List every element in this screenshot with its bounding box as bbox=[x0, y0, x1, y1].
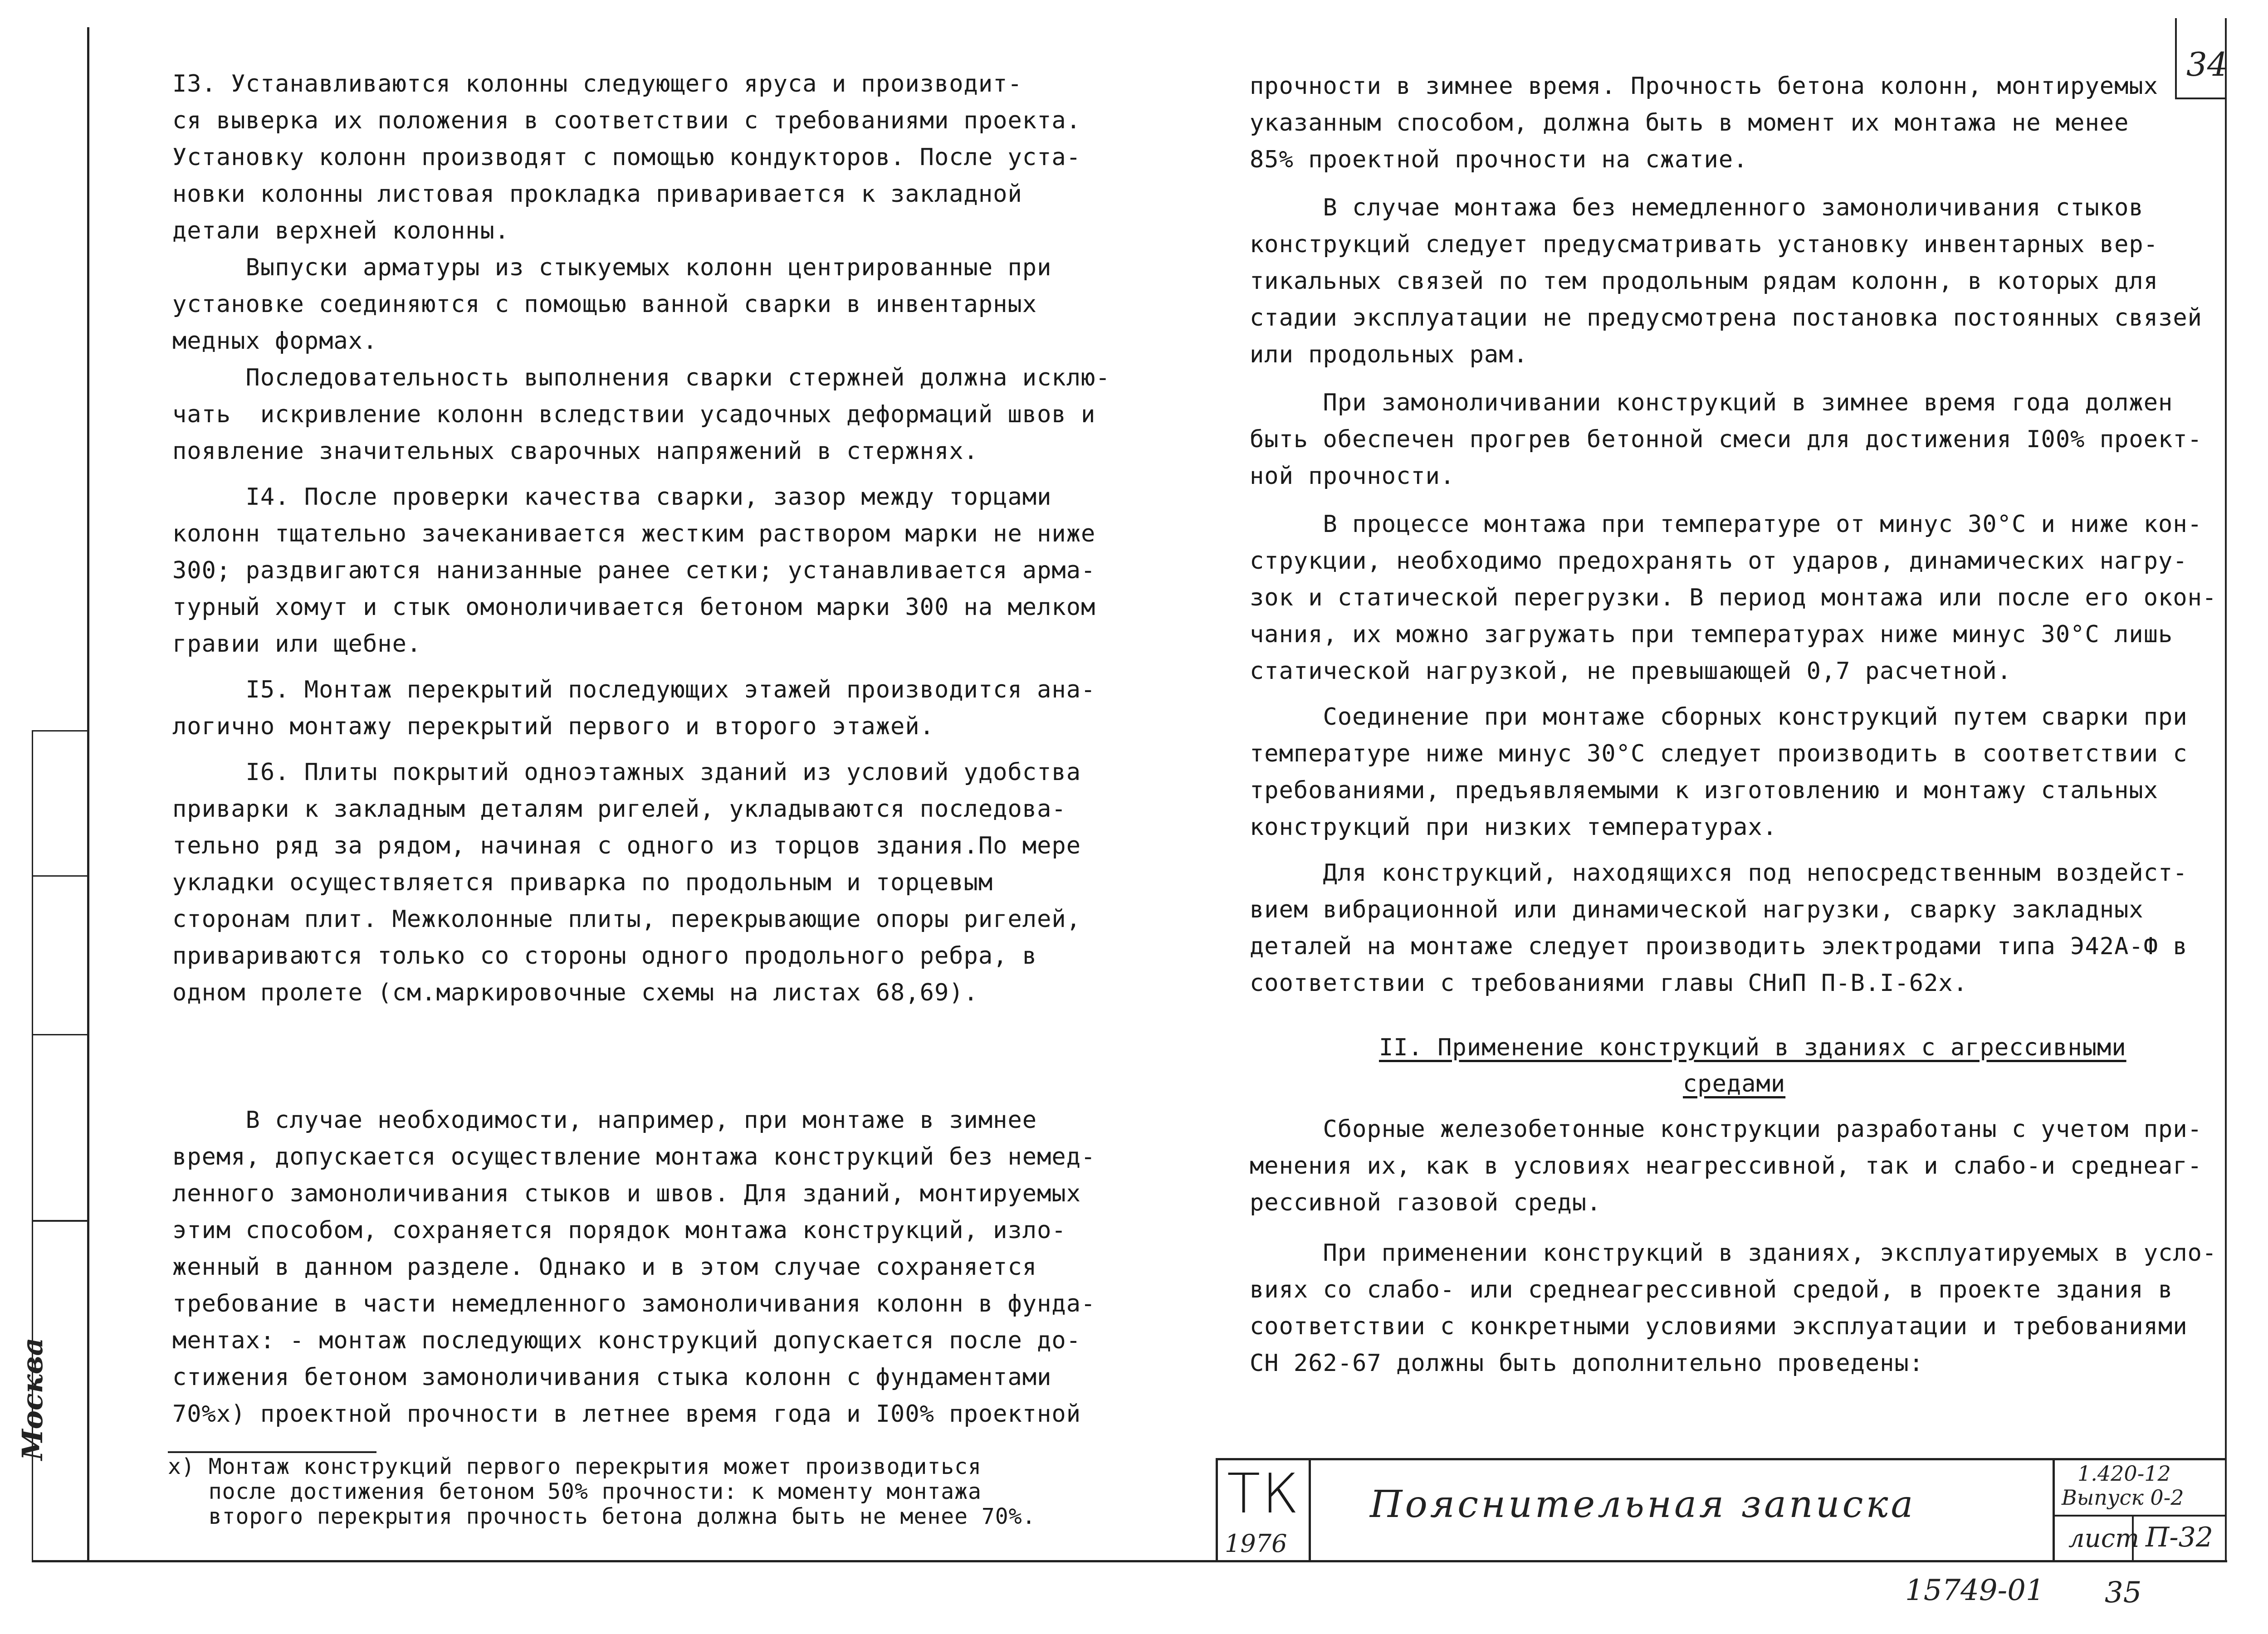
text-line: I6. Плиты покрытий одноэтажных зданий из условий удобства bbox=[172, 759, 1081, 786]
corner-box-line bbox=[2175, 98, 2227, 99]
title-block-line bbox=[2053, 1515, 2225, 1517]
text-line: сторонам плит. Межколонные плиты, перекрывающие опоры ригелей, bbox=[172, 906, 1081, 933]
text-line: приварки к закладным деталям ригелей, укладываются последова- bbox=[172, 795, 1066, 823]
text-line: ной прочности. bbox=[1250, 463, 1455, 490]
text-line: чания, их можно загружать при температурах ниже минус 30°С лишь bbox=[1250, 621, 2173, 648]
text-line: менения их, как в условиях неагрессивной, так и слабо-и среднеаг- bbox=[1250, 1152, 2202, 1180]
archive-code: 15749-01 bbox=[1905, 1574, 2044, 1607]
text-line: второго перекрытия прочность бетона должна быть не менее 70%. bbox=[168, 1504, 1036, 1529]
section-heading: II. Применение конструкций в зданиях с агрессивными bbox=[1379, 1034, 2126, 1061]
text-line: требованиями, предъявляемыми к изготовлению и монтажу стальных bbox=[1250, 777, 2159, 804]
left-binding-line bbox=[87, 27, 89, 1560]
title-year: 1976 bbox=[1225, 1529, 1287, 1558]
text-line: тельно ряд за рядом, начиная с одного из торцов здания.По мере bbox=[172, 832, 1081, 859]
right-border-line bbox=[2225, 18, 2227, 1560]
text-line: В случае необходимости, например, при монтаже в зимнее bbox=[172, 1107, 1037, 1134]
text-line: ленного замоноличивания стыков и швов. Для зданий, монтируемых bbox=[172, 1180, 1081, 1207]
margin-stamp-line bbox=[32, 1034, 88, 1035]
text-line: колонн тщательно зачеканивается жестким раствором марки не ниже bbox=[172, 520, 1096, 547]
text-line: установке соединяются с помощью ванной сварки в инвентарных bbox=[172, 291, 1037, 318]
text-line: 85% проектной прочности на сжатие. bbox=[1250, 146, 1748, 173]
text-line: конструкций следует предусматривать установку инвентарных вер- bbox=[1250, 231, 2159, 258]
text-line: одном пролете (см.маркировочные схемы на листах 68,69). bbox=[172, 979, 978, 1006]
text-line: этим способом, сохраняется порядок монтажа конструкций, изло- bbox=[172, 1217, 1066, 1244]
text-line: 70%х) проектной прочности в летнее время года и I00% проектной bbox=[172, 1400, 1081, 1428]
text-line: прочности в зимнее время. Прочность бетона колонн, монтируемых bbox=[1250, 73, 2159, 100]
text-line: струкции, необходимо предохранять от ударов, динамических нагру- bbox=[1250, 547, 2188, 575]
text-line: 300; раздвигаются нанизанные ранее сетки; устанавливается арма- bbox=[172, 557, 1096, 584]
text-line: привариваются только со стороны одного продольного ребра, в bbox=[172, 942, 1037, 970]
bottom-border-line bbox=[32, 1560, 2227, 1562]
text-line: В процессе монтажа при температуре от минус 30°C и ниже кон- bbox=[1250, 511, 2202, 538]
text-line: температуре ниже минус 30°C следует производить в соответствии с bbox=[1250, 740, 2188, 767]
text-line: появление значительных сварочных напряжений в стержнях. bbox=[172, 438, 978, 465]
title-block-line bbox=[2053, 1458, 2055, 1560]
text-line: конструкций при низких температурах. bbox=[1250, 814, 1778, 841]
text-line: Сборные железобетонные конструкции разработаны с учетом при- bbox=[1250, 1116, 2202, 1143]
text-line: вием вибрационной или динамической нагрузки, сварку закладных bbox=[1250, 896, 2144, 923]
text-line: Соединение при монтаже сборных конструкций путем сварки при bbox=[1250, 703, 2188, 731]
text-line: требование в части немедленного замоноличивания колонн в фунда- bbox=[172, 1290, 1096, 1317]
title-block-line bbox=[1216, 1458, 1218, 1560]
text-line: тикальных связей по тем продольным рядам колонн, в которых для bbox=[1250, 268, 2159, 295]
text-line: быть обеспечен прогрев бетонной смеси для достижения I00% проект- bbox=[1250, 426, 2202, 453]
title-block-line bbox=[1216, 1458, 2225, 1460]
corner-box-line bbox=[2175, 18, 2177, 98]
text-line: соответствии с требованиями главы СНиП П-В.I-62х. bbox=[1250, 970, 1968, 997]
margin-city-stamp: Москва bbox=[16, 1337, 49, 1460]
text-line: Установку колонн производят с помощью кондукторов. После уста- bbox=[172, 144, 1081, 171]
text-line: СН 262-67 должны быть дополнительно проведены: bbox=[1250, 1350, 1924, 1377]
text-line: после достижения бетоном 50% прочности: к моменту монтажа bbox=[168, 1479, 982, 1504]
text-line: Последовательность выполнения сварки стержней должна исклю- bbox=[172, 364, 1110, 391]
text-line: стадии эксплуатации не предусмотрена постановка постоянных связей bbox=[1250, 304, 2202, 332]
series-code: 1.420-12 bbox=[2077, 1461, 2171, 1486]
text-line: укладки осуществляется приварка по продольным и торцевым bbox=[172, 869, 993, 896]
text-line: Для конструкций, находящихся под непосредственным воздейст- bbox=[1250, 859, 2188, 887]
text-line: чать искривление колонн вследствии усадочных деформаций швов и bbox=[172, 401, 1096, 428]
text-line: соответствии с конкретными условиями эксплуатации и требованиями bbox=[1250, 1313, 2188, 1340]
issue-label: Выпуск 0-2 bbox=[2062, 1485, 2184, 1510]
text-line: I3. Устанавливаются колонны следующего яруса и производит- bbox=[172, 70, 1022, 98]
text-line: х) Монтаж конструкций первого перекрытия может производиться bbox=[168, 1454, 982, 1479]
text-line: турный хомут и стык омоноличивается бетоном марки 300 на мелком bbox=[172, 594, 1096, 621]
margin-stamp-line bbox=[32, 875, 88, 877]
title-block-line bbox=[1309, 1458, 1311, 1560]
text-line: женный в данном разделе. Однако и в этом случае сохраняется bbox=[172, 1254, 1037, 1281]
corner-page-number: 34 bbox=[2186, 45, 2228, 83]
text-line: деталей на монтаже следует производить электродами типа Э42А-Ф в bbox=[1250, 933, 2188, 960]
text-line: детали верхней колонны. bbox=[172, 217, 510, 244]
margin-stamp-line bbox=[32, 730, 88, 732]
bottom-page-number: 35 bbox=[2105, 1576, 2142, 1610]
text-line: новки колонны листовая прокладка приваривается к закладной bbox=[172, 180, 1022, 208]
title-name: Пояснительная записка bbox=[1370, 1483, 1916, 1526]
section-heading: средами bbox=[1683, 1070, 1786, 1097]
sheet-label: лист bbox=[2068, 1524, 2140, 1553]
text-line: При замоноличивании конструкций в зимнее время года должен bbox=[1250, 389, 2173, 416]
text-line: При применении конструкций в зданиях, эксплуатируемых в усло- bbox=[1250, 1239, 2217, 1267]
text-line: I5. Монтаж перекрытий последующих этажей производится ана- bbox=[172, 676, 1096, 703]
text-line: указанным способом, должна быть в момент их монтажа не менее bbox=[1250, 109, 2129, 137]
text-line: I4. После проверки качества сварки, зазор между торцами bbox=[172, 483, 1052, 511]
text-line: рессивной газовой среды. bbox=[1250, 1189, 1602, 1216]
text-line: стижения бетоном замоноличивания стыка колонн с фундаментами bbox=[172, 1364, 1052, 1391]
text-line: или продольных рам. bbox=[1250, 341, 1528, 368]
text-line: В случае монтажа без немедленного замоноличивания стыков bbox=[1250, 194, 2144, 221]
text-line: зок и статической перегрузки. В период монтажа или после его окон- bbox=[1250, 584, 2217, 611]
text-line: Выпуски арматуры из стыкуемых колонн центрированные при bbox=[172, 254, 1052, 281]
text-line: ся выверка их положения в соответствии с требованиями проекта. bbox=[172, 107, 1081, 134]
text-line: статической нагрузкой, не превышающей 0,7 расчетной. bbox=[1250, 658, 2012, 685]
tk-logo: ТК bbox=[1227, 1463, 1301, 1526]
text-line: логично монтажу перекрытий первого и второго этажей. bbox=[172, 713, 934, 740]
sheet-number: П-32 bbox=[2146, 1522, 2213, 1553]
text-line: время, допускается осуществление монтажа конструкций без немед- bbox=[172, 1143, 1096, 1171]
margin-stamp-line bbox=[32, 1220, 88, 1222]
footnote-separator bbox=[168, 1451, 376, 1453]
text-line: гравии или щебне. bbox=[172, 630, 422, 658]
text-line: медных формах. bbox=[172, 327, 378, 355]
text-line: ментах: - монтаж последующих конструкций допускается после до- bbox=[172, 1327, 1081, 1354]
text-line: виях со слабо- или среднеагрессивной средой, в проекте здания в bbox=[1250, 1276, 2173, 1303]
